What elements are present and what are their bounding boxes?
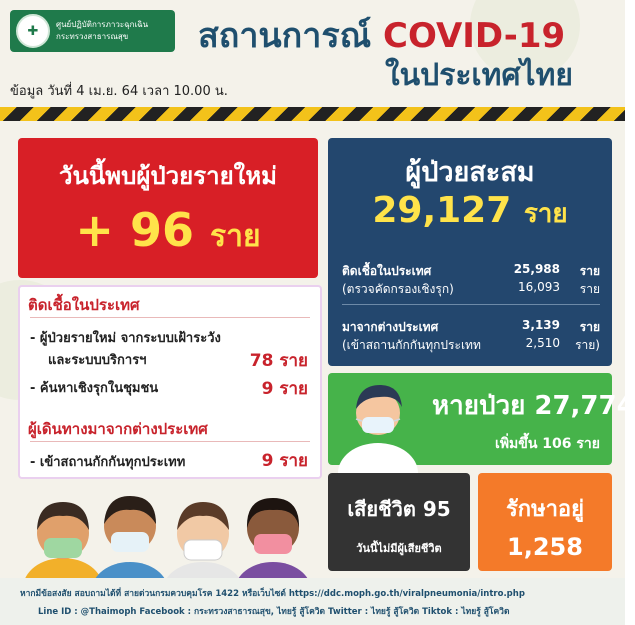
accumulated-value (328, 190, 612, 234)
treatment-title: รักษาอยู่ (505, 497, 585, 522)
acc-row-unit: ราย (579, 282, 600, 296)
accumulated-title: ผู้ป่วยสะสม (405, 157, 535, 188)
hazard-stripe (0, 107, 625, 121)
title-country: ในประเทศไทย (385, 58, 573, 93)
masked-people-illustration (18, 478, 318, 580)
acc-row-label: (ตรวจคัดกรองเชิงรุก) (342, 282, 454, 296)
deaths-panel (328, 473, 470, 571)
row3-label: - เข้าสถานกักกันทุกประเทท (30, 455, 186, 470)
divider (30, 441, 310, 442)
row2-value: 9 ราย (261, 379, 308, 399)
logo-line2: กระทรวงสาธารณสุข (56, 32, 129, 41)
accumulated-panel (328, 138, 612, 366)
deaths-title: เสียชีวิต 95 (347, 497, 451, 521)
row2-label: - ค้นหาเชิงรุกในชุมชน (30, 381, 159, 396)
acc-row-domestic (342, 262, 600, 280)
acc-row-value: 3,139 (522, 318, 560, 332)
domestic-title: ติดเชื้อในประเทศ (28, 296, 140, 314)
date-info: ข้อมูล วันที่ 4 เม.ย. 64 เวลา 10.00 น. (10, 84, 228, 99)
acc-row-label: (เข้าสถานกักกันทุกประเทท (342, 338, 481, 352)
treatment-panel (478, 473, 612, 571)
title-thai: สถานการณ์ (198, 16, 372, 56)
accumulated-number: 29,127 (372, 190, 512, 231)
footer (0, 578, 625, 625)
acc-row-unit: ราย) (575, 338, 600, 352)
acc-row-label: มาจากต่างประเทศ (342, 320, 439, 334)
acc-row-abroad (342, 318, 600, 336)
acc-row-label: ติดเชื้อในประเทศ (342, 264, 432, 278)
divider (30, 317, 310, 318)
new-cases-value (18, 203, 318, 260)
acc-row-value: 25,988 (513, 262, 560, 276)
row1-value: 78 ราย (249, 351, 308, 371)
row1-label-b: และระบบบริการฯ (48, 353, 147, 368)
acc-row-value: 16,093 (518, 280, 560, 294)
title-covid: COVID-19 (383, 16, 566, 56)
acc-row-unit: ราย (579, 320, 600, 334)
acc-row-value: 2,510 (525, 336, 560, 350)
accumulated-unit: ราย (523, 199, 568, 229)
new-cases-breakdown (18, 285, 322, 479)
abroad-title: ผู้เดินทางมาจากต่างประเทศ (28, 420, 208, 438)
acc-row-proactive (342, 280, 600, 298)
row3-value: 9 ราย (261, 451, 308, 471)
ministry-logo (10, 10, 175, 52)
row1-label-a: - ผู้ป่วยรายใหม่ จากระบบเฝ้าระวัง (30, 331, 221, 346)
acc-row-unit: ราย (579, 264, 600, 278)
masked-person-icon (336, 373, 426, 465)
footer-contact: หากมีข้อสงสัย สอบถามได้ที่ สายด่วนกรมควบคุมโรค 1422 หรือเว็บไซต์ https://ddc.moph.go.th/viralpneumonia/intro.php (20, 589, 525, 599)
new-cases-unit: ราย (210, 219, 261, 254)
emblem-icon: ✚ (16, 14, 50, 48)
new-cases-number: + 96 (75, 203, 194, 257)
footer-social: Line ID : @Thaimoph Facebook : กระทรวงสาธารณสุข, ไทยรู้ สู้โควิด Twitter : ไทยรู้ สู้โควิด Tiktok : ไทยรู้ สู้โควิด (38, 607, 510, 617)
logo-line1: ศูนย์ปฏิบัติการภาวะฉุกเฉิน (56, 20, 149, 29)
new-cases-title: วันนี้พบผู้ป่วยรายใหม่ (59, 162, 277, 190)
recovered-panel (328, 373, 635, 465)
recovered-increase: เพิ่มขึ้น 106 ราย (495, 436, 600, 452)
new-cases-panel (18, 138, 318, 278)
deaths-subtitle: วันนี้ไม่มีผู้เสียชีวิต (356, 542, 442, 555)
recovered-title: หายป่วย 27,774 (432, 391, 635, 421)
treatment-value: 1,258 (507, 533, 583, 561)
acc-row-quarantine (342, 336, 600, 354)
divider (342, 304, 600, 305)
